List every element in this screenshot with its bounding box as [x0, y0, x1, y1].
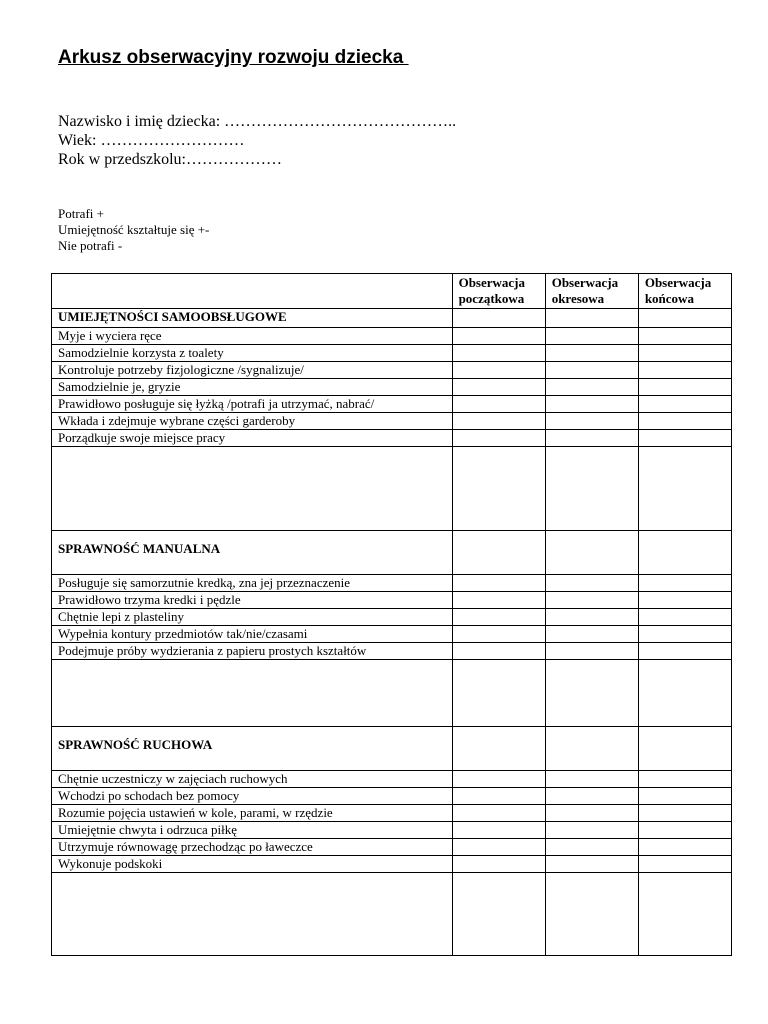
skill-label: Prawidłowo posługuje się łyżką /potrafi ja utrzymać, nabrać/: [52, 396, 453, 413]
skill-label: Wykonuje podskoki: [52, 856, 453, 873]
skill-label: Podejmuje próby wydzierania z papieru prostych kształtów: [52, 643, 453, 660]
observation-cell[interactable]: [452, 328, 545, 345]
blank-notes-cell[interactable]: [52, 873, 453, 956]
table-body: [52, 309, 732, 956]
observation-cell[interactable]: [638, 609, 731, 626]
observation-cell[interactable]: [545, 609, 638, 626]
observation-cell[interactable]: [452, 345, 545, 362]
skill-label: Prawidłowo trzyma kredki i pędzle: [52, 592, 453, 609]
observation-cell[interactable]: [452, 609, 545, 626]
skill-label: Posługuje się samorzutnie kredką, zna jej przeznaczenie: [52, 575, 453, 592]
observation-cell[interactable]: [452, 660, 545, 727]
observation-cell[interactable]: [638, 643, 731, 660]
child-info-fields: [58, 112, 456, 169]
header-periodic-observation: Obserwacja okresowa: [545, 274, 638, 309]
skill-label: Samodzielnie je, gryzie: [52, 379, 453, 396]
table-row: [52, 788, 732, 805]
observation-cell[interactable]: [545, 328, 638, 345]
observation-table: [51, 273, 732, 956]
observation-cell[interactable]: [452, 839, 545, 856]
legend-developing: Umiejętność kształtuje się +-: [58, 222, 210, 237]
blank-notes-cell[interactable]: [52, 660, 453, 727]
skill-label: Wkłada i zdejmuje wybrane części garderoby: [52, 413, 453, 430]
observation-cell[interactable]: [545, 839, 638, 856]
observation-cell[interactable]: [545, 873, 638, 956]
observation-cell[interactable]: [452, 626, 545, 643]
observation-cell[interactable]: [638, 660, 731, 727]
skill-label: Myje i wyciera ręce: [52, 328, 453, 345]
observation-cell[interactable]: [452, 362, 545, 379]
observation-cell[interactable]: [545, 822, 638, 839]
observation-cell[interactable]: [452, 396, 545, 413]
table-row: [52, 362, 732, 379]
observation-cell[interactable]: [452, 805, 545, 822]
observation-cell[interactable]: [452, 822, 545, 839]
table-row: [52, 856, 732, 873]
observation-cell[interactable]: [638, 309, 731, 328]
table-row: [52, 345, 732, 362]
table-row: [52, 805, 732, 822]
observation-cell[interactable]: [638, 788, 731, 805]
observation-cell[interactable]: [452, 856, 545, 873]
observation-cell[interactable]: [638, 362, 731, 379]
observation-cell[interactable]: [452, 430, 545, 447]
preschool-year-field: Rok w przedszkolu:………………: [58, 151, 282, 168]
observation-cell[interactable]: [638, 805, 731, 822]
observation-cell[interactable]: [545, 396, 638, 413]
observation-cell[interactable]: [452, 592, 545, 609]
observation-cell[interactable]: [452, 873, 545, 956]
observation-cell[interactable]: [638, 328, 731, 345]
table-row: [52, 626, 732, 643]
observation-cell[interactable]: [545, 345, 638, 362]
section-title: UMIEJĘTNOŚCI SAMOOBSŁUGOWE: [52, 309, 453, 328]
observation-cell[interactable]: [638, 531, 731, 575]
section-title: SPRAWNOŚĆ MANUALNA: [52, 531, 453, 575]
observation-cell[interactable]: [452, 447, 545, 531]
observation-cell[interactable]: [545, 856, 638, 873]
observation-cell[interactable]: [638, 447, 731, 531]
observation-cell[interactable]: [545, 592, 638, 609]
observation-cell[interactable]: [545, 575, 638, 592]
skill-label: Wchodzi po schodach bez pomocy: [52, 788, 453, 805]
observation-cell[interactable]: [638, 575, 731, 592]
legend-can: Potrafi +: [58, 206, 104, 221]
table-row: [52, 771, 732, 788]
skill-label: Utrzymuje równowagę przechodząc po ławeczce: [52, 839, 453, 856]
observation-cell[interactable]: [638, 592, 731, 609]
skill-label: Samodzielnie korzysta z toalety: [52, 345, 453, 362]
observation-cell[interactable]: [452, 379, 545, 396]
table-row: [52, 609, 732, 626]
blank-row: [52, 447, 732, 531]
observation-cell[interactable]: [638, 771, 731, 788]
observation-cell[interactable]: [452, 771, 545, 788]
section-header-row: [52, 727, 732, 771]
observation-cell[interactable]: [545, 309, 638, 328]
observation-cell[interactable]: [638, 839, 731, 856]
observation-cell[interactable]: [452, 531, 545, 575]
skill-label: Chętnie uczestniczy w zajęciach ruchowych: [52, 771, 453, 788]
skill-label: Porządkuje swoje miejsce pracy: [52, 430, 453, 447]
observation-cell[interactable]: [638, 396, 731, 413]
observation-cell[interactable]: [545, 805, 638, 822]
table-row: [52, 839, 732, 856]
observation-cell[interactable]: [545, 362, 638, 379]
table-row: [52, 430, 732, 447]
header-initial-observation: Obserwacja początkowa: [452, 274, 545, 309]
observation-cell[interactable]: [545, 788, 638, 805]
observation-cell[interactable]: [545, 531, 638, 575]
observation-cell[interactable]: [452, 413, 545, 430]
legend-cannot: Nie potrafi -: [58, 238, 123, 253]
observation-cell[interactable]: [545, 727, 638, 771]
table-row: [52, 396, 732, 413]
table-row: [52, 328, 732, 345]
child-name-field: Nazwisko i imię dziecka: ……………………………………..: [58, 113, 457, 130]
observation-cell[interactable]: [545, 626, 638, 643]
observation-cell[interactable]: [545, 379, 638, 396]
table-row: [52, 822, 732, 839]
observation-cell[interactable]: [545, 413, 638, 430]
skill-label: Kontroluje potrzeby fizjologiczne /sygnalizuje/: [52, 362, 453, 379]
observation-cell[interactable]: [638, 822, 731, 839]
skill-label: Wypełnia kontury przedmiotów tak/nie/czasami: [52, 626, 453, 643]
blank-row: [52, 660, 732, 727]
age-field: Wiek: ………………………: [58, 132, 245, 149]
observation-cell[interactable]: [638, 345, 731, 362]
observation-cell[interactable]: [452, 575, 545, 592]
observation-cell[interactable]: [452, 727, 545, 771]
observation-cell[interactable]: [545, 643, 638, 660]
observation-cell[interactable]: [545, 430, 638, 447]
header-skill: [52, 274, 453, 309]
table-row: [52, 379, 732, 396]
observation-cell[interactable]: [452, 788, 545, 805]
document-title: Arkusz obserwacyjny rozwoju dziecka: [58, 47, 409, 68]
observation-cell[interactable]: [638, 856, 731, 873]
skill-label: Rozumie pojęcia ustawień w kole, parami, w rzędzie: [52, 805, 453, 822]
section-header-row: [52, 309, 732, 328]
section-header-row: [52, 531, 732, 575]
blank-notes-cell[interactable]: [52, 447, 453, 531]
observation-cell[interactable]: [452, 643, 545, 660]
rating-legend: [58, 206, 209, 254]
table-row: [52, 575, 732, 592]
table-row: [52, 413, 732, 430]
table-header-row: [52, 274, 732, 309]
observation-cell[interactable]: [638, 873, 731, 956]
skill-label: Umiejętnie chwyta i odrzuca piłkę: [52, 822, 453, 839]
observation-cell[interactable]: [452, 309, 545, 328]
observation-cell[interactable]: [638, 413, 731, 430]
observation-cell[interactable]: [545, 447, 638, 531]
observation-cell[interactable]: [545, 660, 638, 727]
observation-cell[interactable]: [638, 727, 731, 771]
observation-cell[interactable]: [638, 379, 731, 396]
header-final-observation: Obserwacja końcowa: [638, 274, 731, 309]
table-row: [52, 643, 732, 660]
section-title: SPRAWNOŚĆ RUCHOWA: [52, 727, 453, 771]
skill-label: Chętnie lepi z plasteliny: [52, 609, 453, 626]
table-row: [52, 592, 732, 609]
observation-cell[interactable]: [638, 430, 731, 447]
observation-cell[interactable]: [638, 626, 731, 643]
blank-row: [52, 873, 732, 956]
observation-cell[interactable]: [545, 771, 638, 788]
